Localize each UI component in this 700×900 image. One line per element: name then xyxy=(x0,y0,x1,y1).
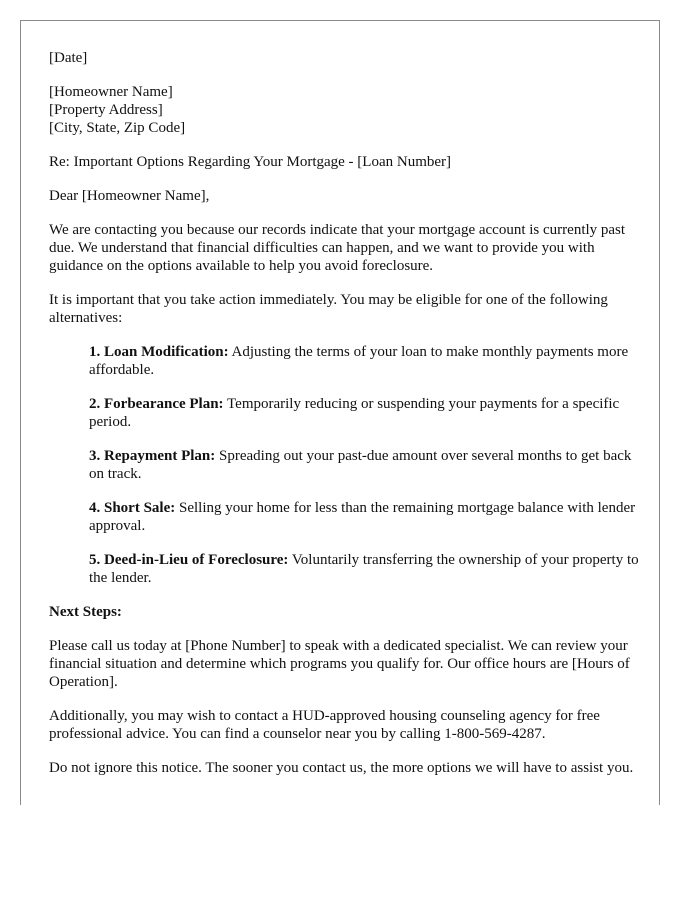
option-title: 2. Forbearance Plan: xyxy=(89,396,224,412)
option-description: Adjusting the terms of your loan to make monthly payments more affordable. xyxy=(89,344,629,378)
letter-content xyxy=(49,49,639,793)
recipient-city-state-zip: [City, State, Zip Code] xyxy=(49,120,186,136)
option-description: Voluntarily transferring the ownership of your property to the lender. xyxy=(89,552,639,586)
option-title: 4. Short Sale: xyxy=(89,500,176,516)
option-title: 3. Repayment Plan: xyxy=(89,448,216,464)
action-notice-paragraph: It is important that you take action immediately. You may be eligible for one of the following alternatives: xyxy=(49,292,608,326)
option-description: Temporarily reducing or suspending your payments for a specific period. xyxy=(89,396,620,430)
recipient-address: [Property Address] xyxy=(49,102,163,118)
letter-subject: Re: Important Options Regarding Your Mortgage - [Loan Number] xyxy=(49,154,452,170)
alternatives-list xyxy=(49,343,639,587)
call-paragraph: Please call us today at [Phone Number] to speak with a dedicated specialist. We can review your financial situation and determine which programs you qualify for. Our office hours are [Hours of Operation]. xyxy=(49,638,630,690)
letter-date: [Date] xyxy=(49,50,88,66)
next-steps-heading: Next Steps: xyxy=(49,604,122,620)
letter-page xyxy=(20,20,660,805)
alternative-option xyxy=(89,447,639,483)
recipient-block xyxy=(49,83,639,137)
intro-paragraph: We are contacting you because our records indicate that your mortgage account is currently past due. We understand that financial difficulties can happen, and we want to provide you with guidance on the options available to help you avoid foreclosure. xyxy=(49,222,626,274)
alternative-option xyxy=(89,343,639,379)
alternative-option xyxy=(89,499,639,535)
option-description: Selling your home for less than the remaining mortgage balance with lender approval. xyxy=(89,500,636,534)
option-title: 1. Loan Modification: xyxy=(89,344,229,360)
recipient-name: [Homeowner Name] xyxy=(49,84,173,100)
hud-counseling-paragraph: Additionally, you may wish to contact a HUD-approved housing counseling agency for free professional advice. You can find a counselor near you by calling 1-800-569-4287. xyxy=(49,708,600,742)
alternative-option xyxy=(89,395,639,431)
option-description: Spreading out your past-due amount over several months to get back on track. xyxy=(89,448,632,482)
letter-salutation: Dear [Homeowner Name], xyxy=(49,188,210,204)
option-title: 5. Deed-in-Lieu of Foreclosure: xyxy=(89,552,289,568)
alternative-option xyxy=(89,551,639,587)
closing-paragraph: Do not ignore this notice. The sooner you contact us, the more options we will have to assist you. xyxy=(49,760,634,776)
